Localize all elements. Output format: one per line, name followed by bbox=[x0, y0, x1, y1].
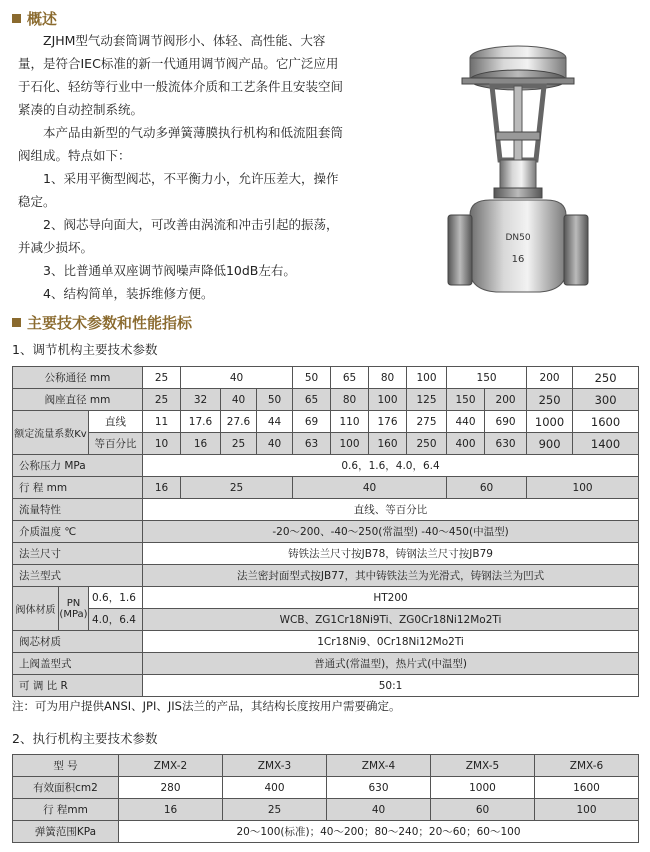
row-label: 上阀盖型式 bbox=[13, 653, 143, 675]
table-cell: 250 bbox=[573, 367, 639, 389]
table-cell: 60 bbox=[447, 477, 527, 499]
row-label: 法兰尺寸 bbox=[13, 543, 143, 565]
table-cell: 法兰密封面型式按JB77，其中铸铁法兰为光滑式，铸钢法兰为凹式 bbox=[143, 565, 639, 587]
table-cell: 150 bbox=[447, 367, 527, 389]
table-cell: 65 bbox=[293, 389, 331, 411]
table-cell: 17.6 bbox=[181, 411, 221, 433]
table-cell: 1000 bbox=[431, 777, 535, 799]
table-row bbox=[13, 609, 639, 631]
table-row bbox=[13, 433, 639, 455]
table-cell: 176 bbox=[369, 411, 407, 433]
table-cell: 直线、等百分比 bbox=[143, 499, 639, 521]
table-cell: 65 bbox=[331, 367, 369, 389]
table-cell: 40 bbox=[181, 367, 293, 389]
table-cell: ZMX-2 bbox=[119, 755, 223, 777]
row-sublabel: PN (MPa) bbox=[59, 587, 89, 631]
row-label: 介质温度 ℃ bbox=[13, 521, 143, 543]
table-row bbox=[13, 543, 639, 565]
table-cell: 100 bbox=[535, 799, 639, 821]
table-row bbox=[13, 499, 639, 521]
table-row bbox=[13, 411, 639, 433]
table2-title: 2、执行机构主要技术参数 bbox=[12, 731, 158, 746]
table-cell: 690 bbox=[485, 411, 527, 433]
table-cell: 1600 bbox=[573, 411, 639, 433]
table-cell: 280 bbox=[119, 777, 223, 799]
nameplate-dn-text: DN50 bbox=[505, 233, 531, 243]
table-cell: 250 bbox=[527, 389, 573, 411]
table-cell: 100 bbox=[331, 433, 369, 455]
table-cell: -20～200、-40～250(常温型) -40～450(中温型) bbox=[143, 521, 639, 543]
row-label: 可 调 比 R bbox=[13, 675, 143, 697]
feature-item: 2、阀芯导向面大，可改善由涡流和冲击引起的振荡，并减少损坏。 bbox=[18, 217, 339, 255]
table-cell: 80 bbox=[331, 389, 369, 411]
specs-title: 主要技术参数和性能指标 bbox=[12, 312, 192, 333]
table-cell: 50 bbox=[293, 367, 331, 389]
table-cell: 400 bbox=[447, 433, 485, 455]
intro-paragraph: ZJHM型气动套筒调节阀形小、体轻、高性能、大容量，是符合IEC标准的新一代通用调节阀产品。它广泛应用于石化、轻纺等行业中一般流体介质和工艺条件且安装空间紧凑的自动控制系统。 bbox=[18, 33, 344, 117]
valve-spec-table bbox=[12, 366, 639, 697]
table-cell: 63 bbox=[293, 433, 331, 455]
table-cell: 20～100(标准)；40～200；80～240；20～60；60～100 bbox=[119, 821, 639, 843]
table-cell: 200 bbox=[527, 367, 573, 389]
table-cell: 100 bbox=[527, 477, 639, 499]
table-cell: 1000 bbox=[527, 411, 573, 433]
table-cell: 铸铁法兰尺寸按JB78，铸钢法兰尺寸按JB79 bbox=[143, 543, 639, 565]
row-sublabel: 等百分比 bbox=[89, 433, 143, 455]
row-label: 阀芯材质 bbox=[13, 631, 143, 653]
table-cell: 1Cr18Ni9、0Cr18Ni12Mo2Ti bbox=[143, 631, 639, 653]
table-cell: 400 bbox=[223, 777, 327, 799]
feature-item: 4、结构简单，装拆维修方便。 bbox=[43, 286, 214, 301]
desc-paragraph: 本产品由新型的气动多弹簧薄膜执行机构和低流阻套筒阀组成。特点如下： bbox=[18, 125, 344, 163]
table-cell: 25 bbox=[143, 389, 181, 411]
square-bullet-icon bbox=[12, 318, 21, 327]
table-cell: 11 bbox=[143, 411, 181, 433]
table-cell: HT200 bbox=[143, 587, 639, 609]
table-row bbox=[13, 455, 639, 477]
table-cell: 1600 bbox=[535, 777, 639, 799]
table-cell: 25 bbox=[181, 477, 293, 499]
feature-item: 1、采用平衡型阀芯，不平衡力小，允许压差大，操作稳定。 bbox=[18, 171, 339, 209]
table-row bbox=[13, 521, 639, 543]
feature-item: 3、比普通单双座调节阀噪声降低10dB左右。 bbox=[43, 263, 296, 278]
row-label: 流量特性 bbox=[13, 499, 143, 521]
table-cell: WCB、ZG1Cr18Ni9Ti、ZG0Cr18Ni12Mo2Ti bbox=[143, 609, 639, 631]
table-cell: 32 bbox=[181, 389, 221, 411]
table-cell: 100 bbox=[407, 367, 447, 389]
table-cell: 69 bbox=[293, 411, 331, 433]
table-row bbox=[13, 675, 639, 697]
table-cell: 16 bbox=[143, 477, 181, 499]
table-cell: 40 bbox=[293, 477, 447, 499]
table-cell: 150 bbox=[447, 389, 485, 411]
table-cell: 40 bbox=[257, 433, 293, 455]
table-cell: 44 bbox=[257, 411, 293, 433]
table-cell: 100 bbox=[369, 389, 407, 411]
table-cell: 900 bbox=[527, 433, 573, 455]
table-cell: 40 bbox=[327, 799, 431, 821]
table-cell: 16 bbox=[181, 433, 221, 455]
row-label: 弹簧范围KPa bbox=[13, 821, 119, 843]
table-cell: 40 bbox=[221, 389, 257, 411]
table-cell: ZMX-4 bbox=[327, 755, 431, 777]
table-cell: 125 bbox=[407, 389, 447, 411]
table-cell: 160 bbox=[369, 433, 407, 455]
row-label: 行 程mm bbox=[13, 799, 119, 821]
table-cell: 4.0，6.4 bbox=[89, 609, 143, 631]
table-cell: 0.6，1.6 bbox=[89, 587, 143, 609]
table-cell: 普通式(常温型)，热片式(中温型) bbox=[143, 653, 639, 675]
row-label: 行 程 mm bbox=[13, 477, 143, 499]
table-cell: 630 bbox=[485, 433, 527, 455]
table-cell: 60 bbox=[431, 799, 535, 821]
table-cell: 27.6 bbox=[221, 411, 257, 433]
table-row bbox=[13, 631, 639, 653]
table1-title: 1、调节机构主要技术参数 bbox=[12, 342, 158, 357]
table-cell: 630 bbox=[327, 777, 431, 799]
table-row bbox=[13, 389, 639, 411]
row-sublabel: 直线 bbox=[89, 411, 143, 433]
table-cell: 50 bbox=[257, 389, 293, 411]
table-row bbox=[13, 755, 639, 777]
row-label: 公称通径 mm bbox=[13, 367, 143, 389]
table-row bbox=[13, 777, 639, 799]
table-row bbox=[13, 477, 639, 499]
row-label: 阀体材质 bbox=[13, 587, 59, 631]
table-row bbox=[13, 587, 639, 609]
overview-title: 概述 bbox=[12, 8, 57, 29]
table-cell: ZMX-6 bbox=[535, 755, 639, 777]
square-bullet-icon bbox=[12, 14, 21, 23]
table-cell: 275 bbox=[407, 411, 447, 433]
table-cell: 440 bbox=[447, 411, 485, 433]
table-cell: 25 bbox=[223, 799, 327, 821]
table-cell: 25 bbox=[143, 367, 181, 389]
table-cell: 16 bbox=[119, 799, 223, 821]
table-cell: 25 bbox=[221, 433, 257, 455]
row-label: 阀座直径 mm bbox=[13, 389, 143, 411]
table-note: 注：可为用户提供ANSI、JPI、JIS法兰的产品，其结构长度按用户需要确定。 bbox=[12, 699, 401, 713]
table-row bbox=[13, 653, 639, 675]
table-cell: 200 bbox=[485, 389, 527, 411]
row-label: 法兰型式 bbox=[13, 565, 143, 587]
actuator-spec-table bbox=[12, 754, 639, 843]
table-cell: 1400 bbox=[573, 433, 639, 455]
overview-text bbox=[18, 29, 348, 305]
row-label: 额定流量系数Kv bbox=[13, 411, 89, 455]
table-cell: 80 bbox=[369, 367, 407, 389]
row-label: 有效面积cm2 bbox=[13, 777, 119, 799]
valve-product-image bbox=[440, 40, 590, 320]
row-label: 公称压力 MPa bbox=[13, 455, 143, 477]
table-row bbox=[13, 565, 639, 587]
table-row bbox=[13, 367, 639, 389]
nameplate-pn-text: 16 bbox=[511, 254, 525, 265]
table-cell: 50:1 bbox=[143, 675, 639, 697]
table-row bbox=[13, 821, 639, 843]
table-cell: 300 bbox=[573, 389, 639, 411]
row-label: 型 号 bbox=[13, 755, 119, 777]
table-cell: ZMX-3 bbox=[223, 755, 327, 777]
table-cell: 110 bbox=[331, 411, 369, 433]
table-cell: 10 bbox=[143, 433, 181, 455]
table-cell: 0.6，1.6，4.0，6.4 bbox=[143, 455, 639, 477]
table-cell: ZMX-5 bbox=[431, 755, 535, 777]
table-cell: 250 bbox=[407, 433, 447, 455]
table-row bbox=[13, 799, 639, 821]
